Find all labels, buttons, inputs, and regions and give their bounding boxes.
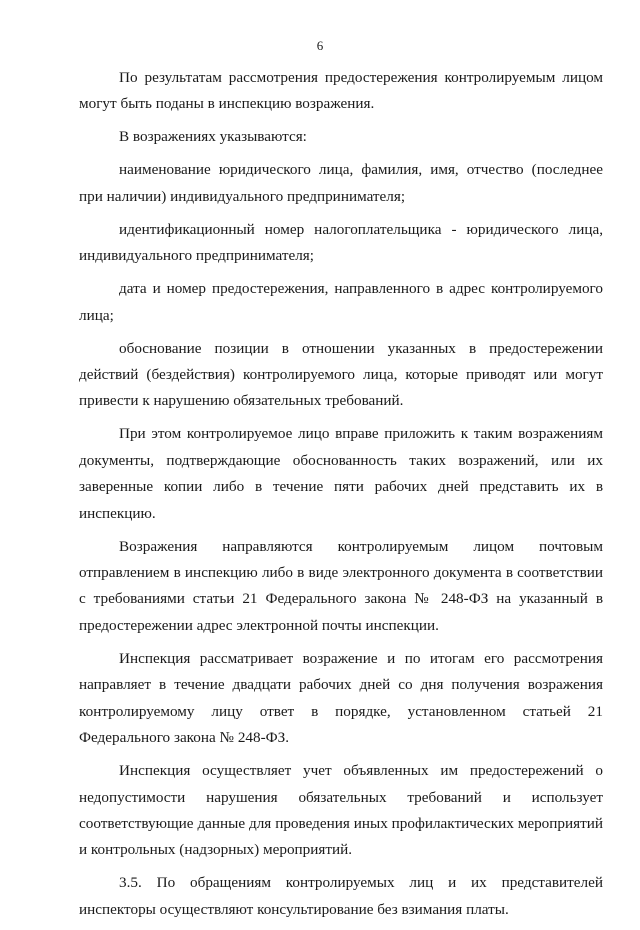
- paragraph-item-warning-date: дата и номер предостережения, направленного в адрес контролируемого лица;: [79, 280, 603, 324]
- paragraph-consulting: 3.5. По обращениям контролируемых лиц и их представителей инспекторы осуществляют консультирование без взимания платы.: [79, 874, 603, 918]
- document-body: [79, 65, 603, 930]
- paragraph-attachments: При этом контролируемое лицо вправе приложить к таким возражениям документы, подтверждающие обоснованность таких возражений, или их заверенные копии либо в течение пяти рабочих дней представить их в инспекцию.: [79, 425, 603, 522]
- paragraph-item-inn: идентификационный номер налогоплательщика - юридического лица, индивидуального предпринимателя;: [79, 220, 603, 265]
- paragraph-item-name: наименование юридического лица, фамилия, имя, отчество (последнее при наличии) индивидуального предпринимателя;: [79, 161, 603, 205]
- paragraph-objections-intro: По результатам рассмотрения предостережения контролируемым лицом могут быть поданы в инспекцию возражения.: [79, 69, 603, 113]
- paragraph-objections-contents: В возражениях указываются:: [119, 128, 307, 146]
- paragraph-accounting: Инспекция осуществляет учет объявленных им предостережений о недопустимости нарушения обязательных требований и использует соответствующие данные для проведения иных профилактических мероприятий и контрольных (надзорных) мероприятий.: [79, 762, 603, 859]
- paragraph-item-justification: обоснование позиции в отношении указанных в предостережении действий (бездействия) контролируемого лица, которые приводят или могут привести к нарушению обязательных требований.: [79, 339, 603, 410]
- paragraph-submission: Возражения направляются контролируемым лицом почтовым отправлением в инспекцию либо в виде электронного документа в соответствии с требованиями статьи 21 Федерального закона № 248-ФЗ на указанный в предостережении адрес электронной почты инспекции.: [79, 537, 603, 634]
- page-number: 6: [316, 38, 324, 53]
- paragraph-review: Инспекция рассматривает возражение и по итогам его рассмотрения направляет в течение двадцати рабочих дней со дня получения возражения контролируемому лицу ответ в порядке, установленном статьей 21 Федерального закона № 248-ФЗ.: [79, 649, 603, 747]
